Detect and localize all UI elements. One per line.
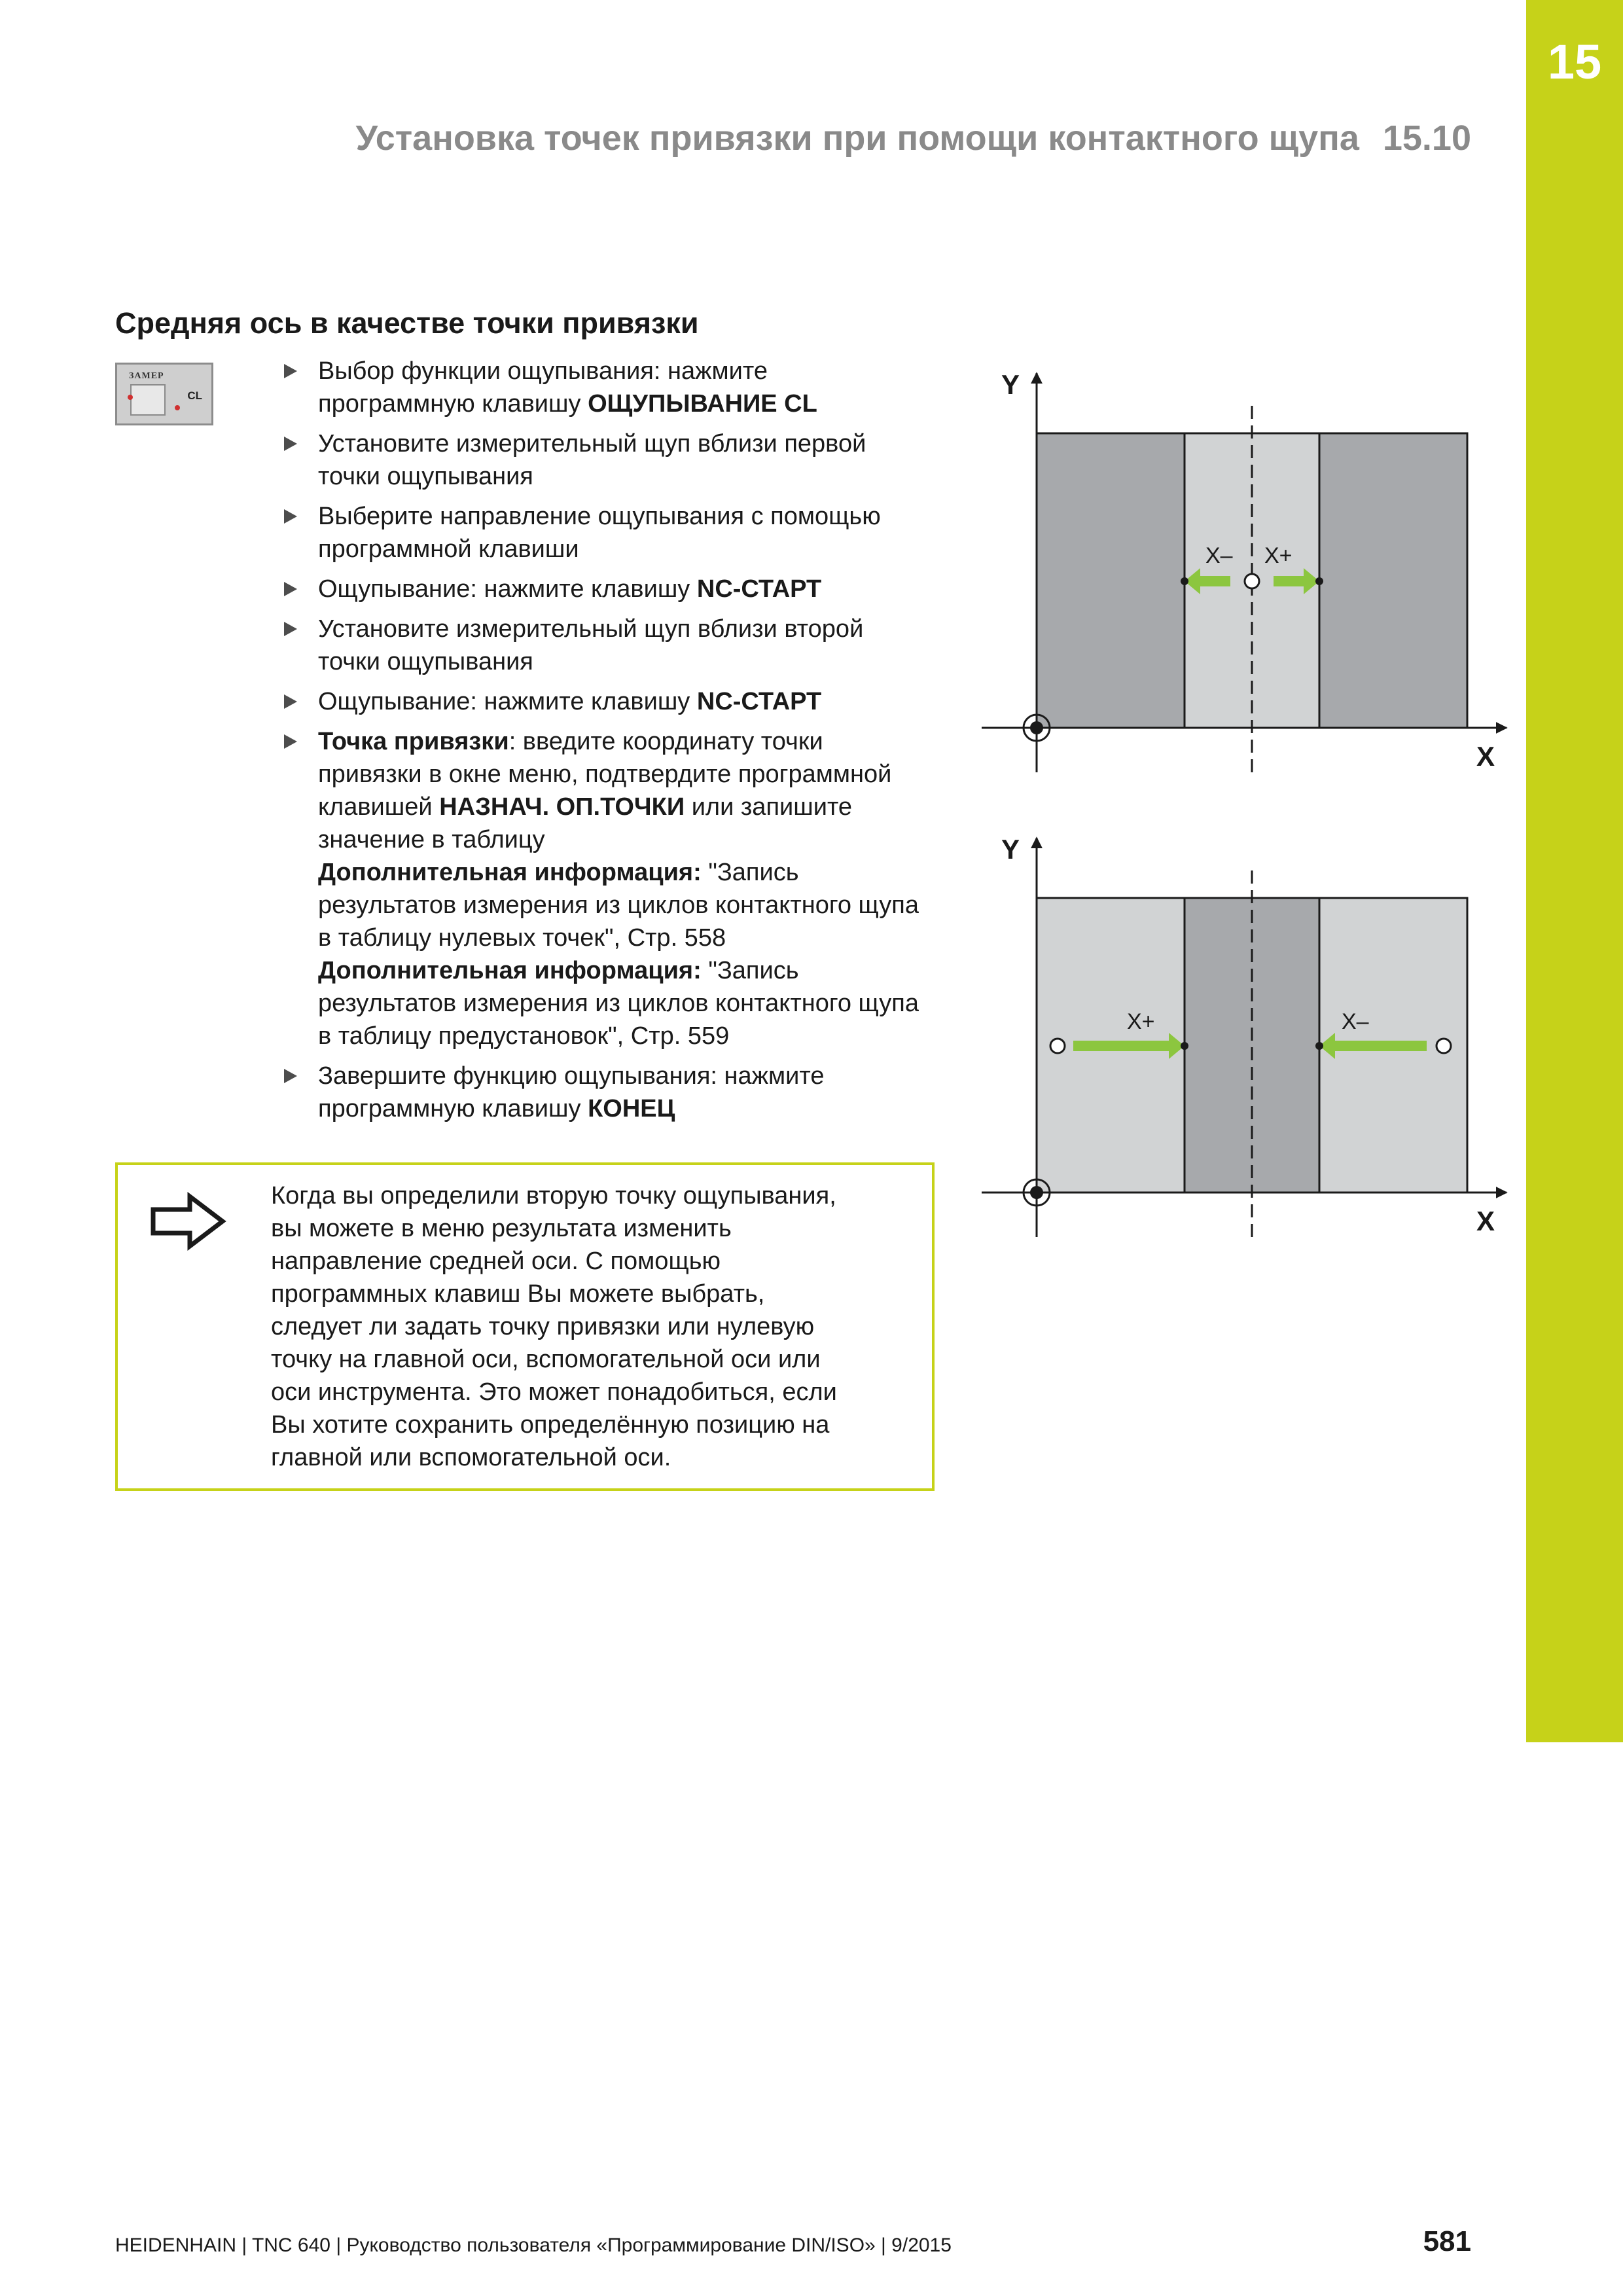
list-item: Ощупывание: нажмите клавишу NC-СТАРТ: [281, 685, 923, 718]
probe-start-point: [1245, 574, 1259, 588]
header-title: Установка точек привязки при помощи контактного щупа: [355, 118, 1359, 158]
info-label: Дополнительная информация:: [318, 859, 702, 886]
cross-reference: "Запись результатов измерения из циклов контактного щупа в таблицу нулевых точек", Стр. 558: [318, 859, 919, 952]
list-item: Установите измерительный щуп вблизи второй точки ощупывания: [281, 613, 923, 678]
list-item: Установите измерительный щуп вблизи первой точки ощупывания: [281, 427, 923, 493]
workpiece-left: [1037, 433, 1185, 728]
probe-point-dot: [175, 405, 180, 410]
softkey-probe-cl-icon: [115, 363, 213, 425]
chapter-number: 15: [1547, 35, 1602, 89]
triangle-bullet-icon: [284, 1069, 297, 1083]
chapter-tab: [1526, 0, 1623, 1742]
softkey-label: CL: [187, 389, 202, 402]
step-list: [281, 355, 923, 1132]
triangle-bullet-icon: [284, 694, 297, 709]
direction-label: X+: [1264, 543, 1293, 568]
list-item: Выбор функции ощупывания: нажмите программную клавишу ОЩУПЫВАНИЕ CL: [281, 355, 923, 420]
section-title: Средняя ось в качестве точки привязки: [115, 306, 699, 340]
softkey-top-text: ЗАМЕР: [129, 371, 164, 381]
probe-start-point: [1050, 1039, 1065, 1053]
probe-contact-point: [1315, 1042, 1323, 1050]
x-axis-label: X: [1476, 741, 1495, 772]
reference-point-center: [1030, 1186, 1043, 1199]
diagram-top: [982, 369, 1507, 772]
direction-label: X+: [1127, 1009, 1155, 1034]
info-label: Дополнительная информация:: [318, 957, 702, 984]
workpiece-right: [1319, 433, 1467, 728]
direction-label: X–: [1342, 1009, 1369, 1034]
triangle-bullet-icon: [284, 509, 297, 524]
probe-start-point: [1436, 1039, 1451, 1053]
list-item: Выберите направление ощупывания с помощью программной клавиши: [281, 500, 923, 565]
triangle-bullet-icon: [284, 364, 297, 378]
direction-label: X–: [1205, 543, 1233, 568]
reference-point-center: [1030, 721, 1043, 734]
y-axis-label: Y: [1001, 834, 1020, 865]
y-axis-label: Y: [1001, 369, 1020, 400]
triangle-bullet-icon: [284, 582, 297, 596]
arrow-right-icon: [149, 1193, 228, 1250]
probing-diagrams: [969, 353, 1495, 1296]
probe-point-dot: [128, 395, 133, 400]
list-item: Завершите функцию ощупывания: нажмите программную клавишу КОНЕЦ: [281, 1060, 923, 1125]
cross-reference: "Запись результатов измерения из циклов контактного щупа в таблицу предустановок", Стр. 559: [318, 957, 919, 1050]
footer-text: HEIDENHAIN | TNC 640 | Руководство пользователя «Программирование DIN/ISO» | 9/2015: [115, 2234, 952, 2256]
diagram-bottom: [982, 834, 1507, 1237]
triangle-bullet-icon: [284, 622, 297, 636]
probe-contact-point: [1181, 1042, 1188, 1050]
triangle-bullet-icon: [284, 437, 297, 451]
list-item: Ощупывание: нажмите клавишу NC-СТАРТ: [281, 573, 923, 605]
note-text: Когда вы определили вторую точку ощупывания, вы можете в меню результата изменить направление средней оси. С помощью программных клавиш Вы можете выбрать, следует ли задать точку привязки или нулевую точку на главной оси, вспомогательной оси или оси инструмента. Это может понадобиться, если Вы хотите сохранить определённую позицию на главной или вспомогательной оси.: [271, 1182, 837, 1471]
probe-contact-point: [1181, 577, 1188, 585]
triangle-bullet-icon: [284, 734, 297, 749]
probe-contact-point: [1315, 577, 1323, 585]
header-section-number: 15.10: [1382, 118, 1471, 158]
softkey-frame: [130, 384, 166, 416]
note-box: [115, 1162, 935, 1491]
x-axis-label: X: [1476, 1206, 1495, 1236]
page-header: [356, 118, 1472, 158]
page-number: 581: [1423, 2225, 1471, 2257]
list-item: Точка привязки: введите координату точки привязки в окне меню, подтвердите программной клавишей НАЗНАЧ. ОП.ТОЧКИ или запишите значение в таблицу Дополнительная информация: "Запись результатов измерения из циклов контактного щупа в таблицу нулевых точек", Стр. 558 Дополнительная информация: "Запись результатов измерения из циклов контактного щупа в таблицу предустановок", Стр. 559: [281, 725, 923, 1052]
